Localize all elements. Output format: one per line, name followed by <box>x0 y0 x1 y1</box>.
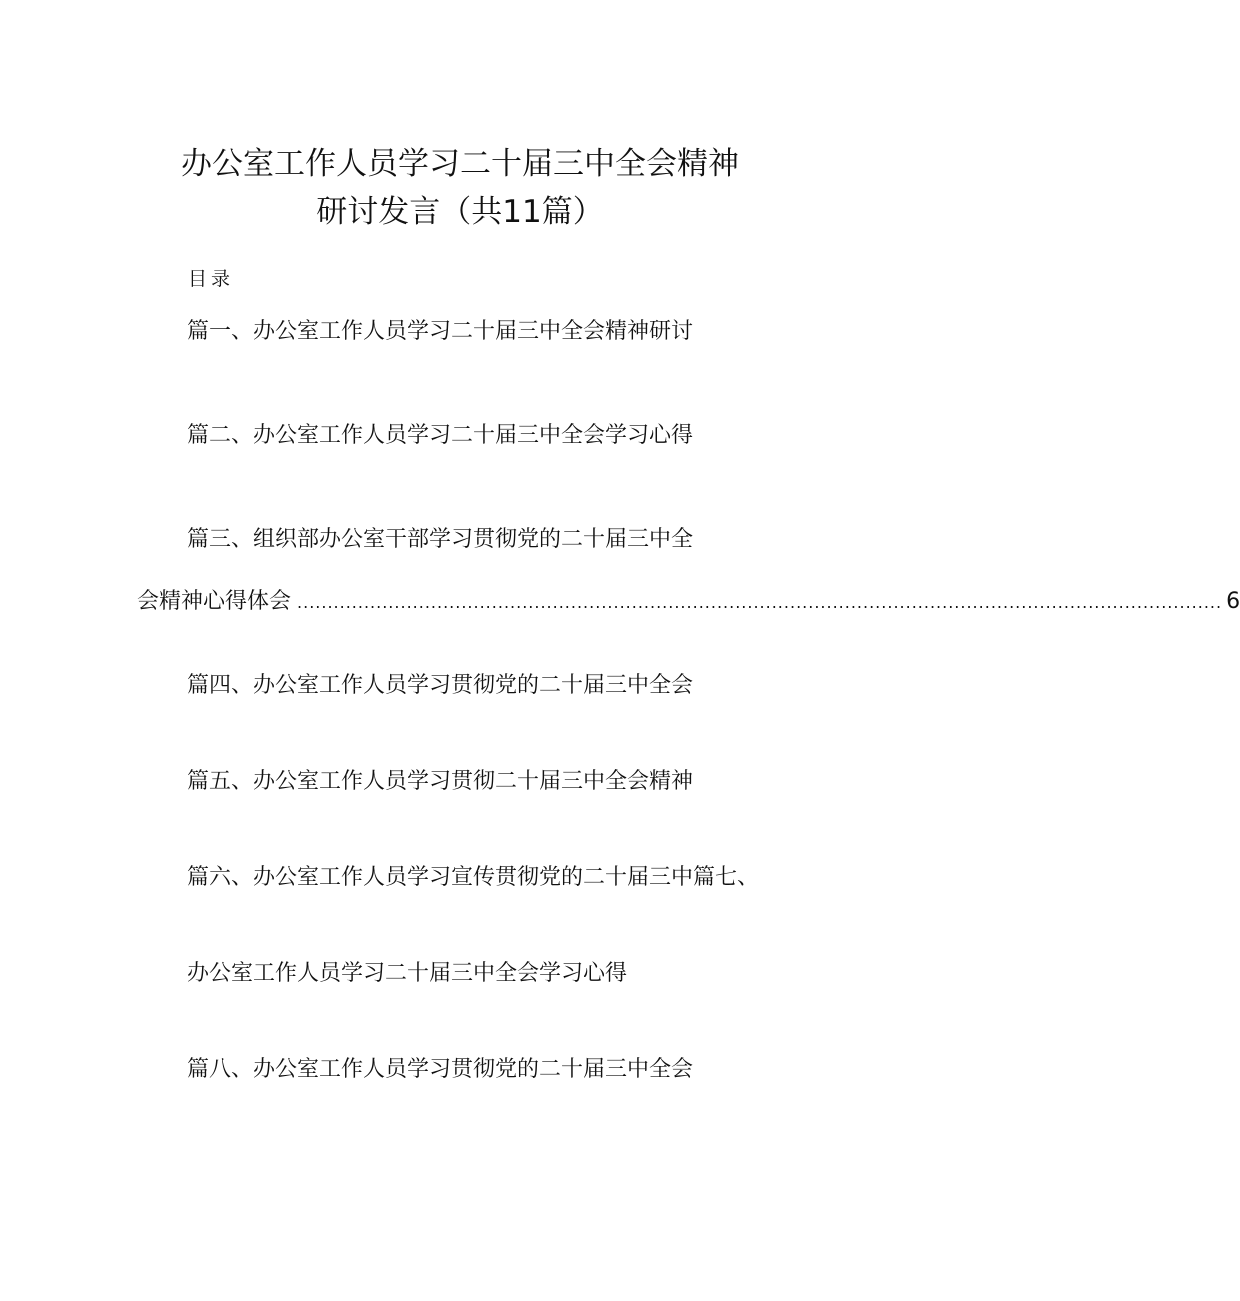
toc-item-3-line-2[interactable] <box>137 588 1240 616</box>
toc-page-number: 6 <box>1226 589 1240 614</box>
toc-item-3-text: 会精神心得体会 <box>137 589 292 614</box>
toc-item-5[interactable]: 篇五、办公室工作人员学习贯彻二十届三中全会精神 <box>187 769 694 794</box>
toc-item-7[interactable]: 办公室工作人员学习二十届三中全会学习心得 <box>187 961 628 986</box>
toc-item-3-line-1[interactable]: 篇三、组织部办公室干部学习贯彻党的二十届三中全 <box>187 527 694 552</box>
toc-item-1[interactable]: 篇一、办公室工作人员学习二十届三中全会精神研讨 <box>187 319 694 344</box>
document-title-line-1: 办公室工作人员学习二十届三中全会精神 <box>181 146 739 182</box>
toc-item-4[interactable]: 篇四、办公室工作人员学习贯彻党的二十届三中全会 <box>187 673 694 698</box>
toc-heading: 目录 <box>188 268 235 290</box>
document-title-line-2: 研讨发言（共11篇） <box>316 194 604 230</box>
toc-leader-dots: ........................................................................................................................................................ <box>297 593 1223 612</box>
toc-item-2[interactable]: 篇二、办公室工作人员学习二十届三中全会学习心得 <box>187 423 694 448</box>
toc-item-6[interactable]: 篇六、办公室工作人员学习宣传贯彻党的二十届三中篇七、 <box>187 865 760 890</box>
toc-item-8[interactable]: 篇八、办公室工作人员学习贯彻党的二十届三中全会 <box>187 1057 694 1082</box>
